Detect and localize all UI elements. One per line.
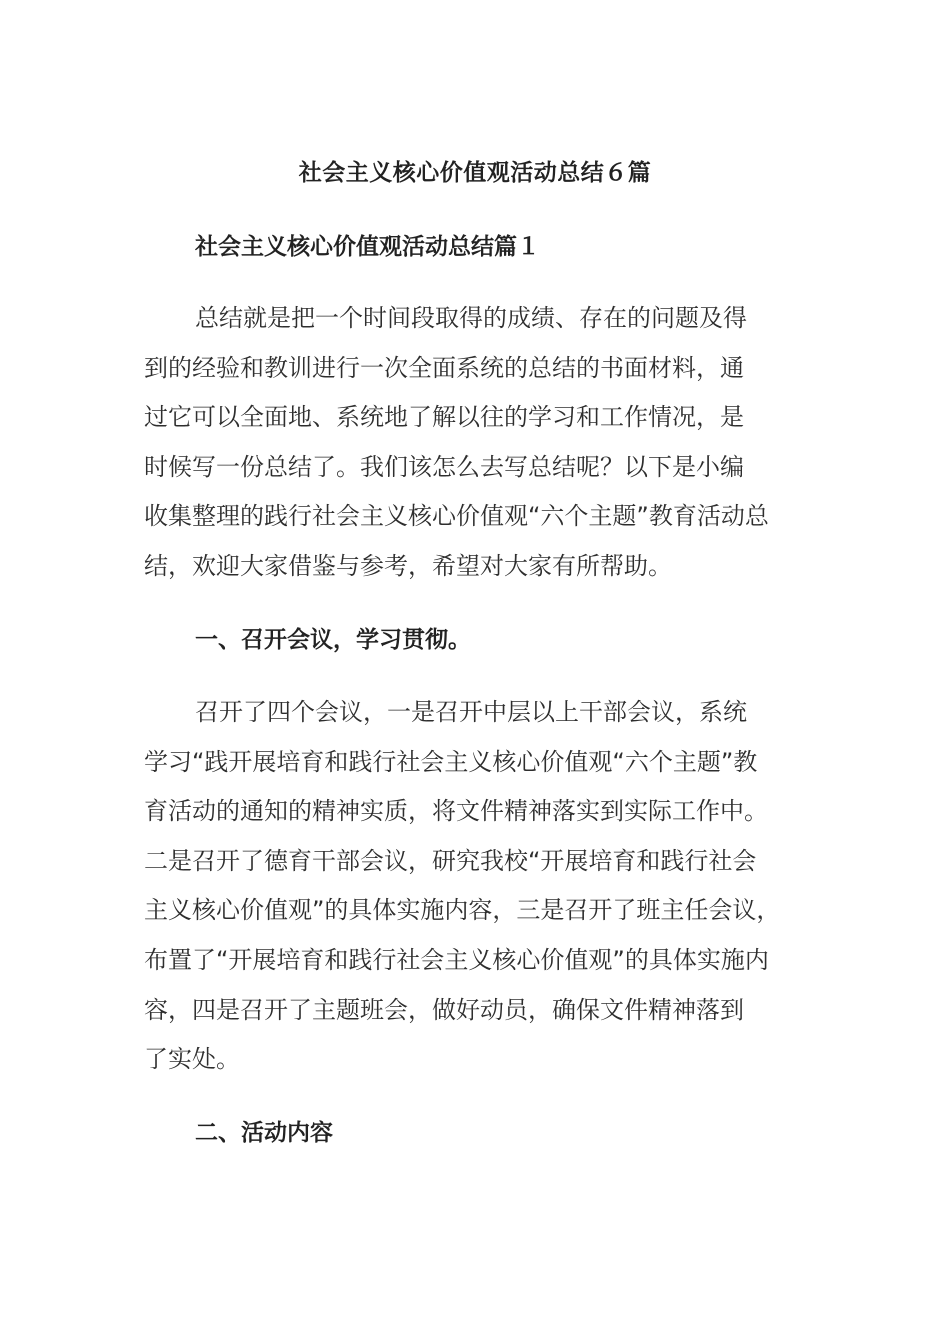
paragraph-line: 结，欢迎大家借鉴与参考，希望对大家有所帮助。 xyxy=(144,551,672,580)
section-heading-meetings: 一、召开会议，学习贯彻。 xyxy=(195,627,471,653)
paragraph-line: 布置了“开展培育和践行社会主义核心价值观”的具体实施内 xyxy=(144,945,769,974)
paragraph-line: 收集整理的践行社会主义核心价值观“六个主题”教育活动总 xyxy=(144,502,769,531)
paragraph-line: 过它可以全面地、系统地了解以往的学习和工作情况，是 xyxy=(144,403,744,432)
paragraph-line: 到的经验和教训进行一次全面系统的总结的书面材料，通 xyxy=(144,353,744,382)
intro-paragraph xyxy=(144,294,824,592)
paragraph-line: 总结就是把一个时间段取得的成绩、存在的问题及得 xyxy=(195,304,747,332)
paragraph-line: 容，四是召开了主题班会，做好动员，确保文件精神落到 xyxy=(144,995,744,1024)
paragraph-line: 二是召开了德育干部会议，研究我校“开展培育和践行社会 xyxy=(144,846,757,875)
paragraph-line: 了实处。 xyxy=(144,1045,240,1074)
meetings-paragraph xyxy=(144,688,824,1085)
paragraph-line: 育活动的通知的精神实质，将文件精神落实到实际工作中。 xyxy=(144,797,768,826)
section-heading-activities: 二、活动内容 xyxy=(195,1120,333,1146)
paragraph-line: 学习“践开展培育和践行社会主义核心价值观“六个主题”教 xyxy=(144,747,758,776)
document-title: 社会主义核心价值观活动总结６篇 xyxy=(298,160,652,186)
paragraph-line: 主义核心价值观”的具体实施内容，三是召开了班主任会议， xyxy=(144,896,781,925)
part-heading: 社会主义核心价值观活动总结篇１ xyxy=(195,234,540,260)
paragraph-line: 时候写一份总结了。我们该怎么去写总结呢？以下是小编 xyxy=(144,452,744,481)
paragraph-line: 召开了四个会议，一是召开中层以上干部会议，系统 xyxy=(195,698,747,726)
